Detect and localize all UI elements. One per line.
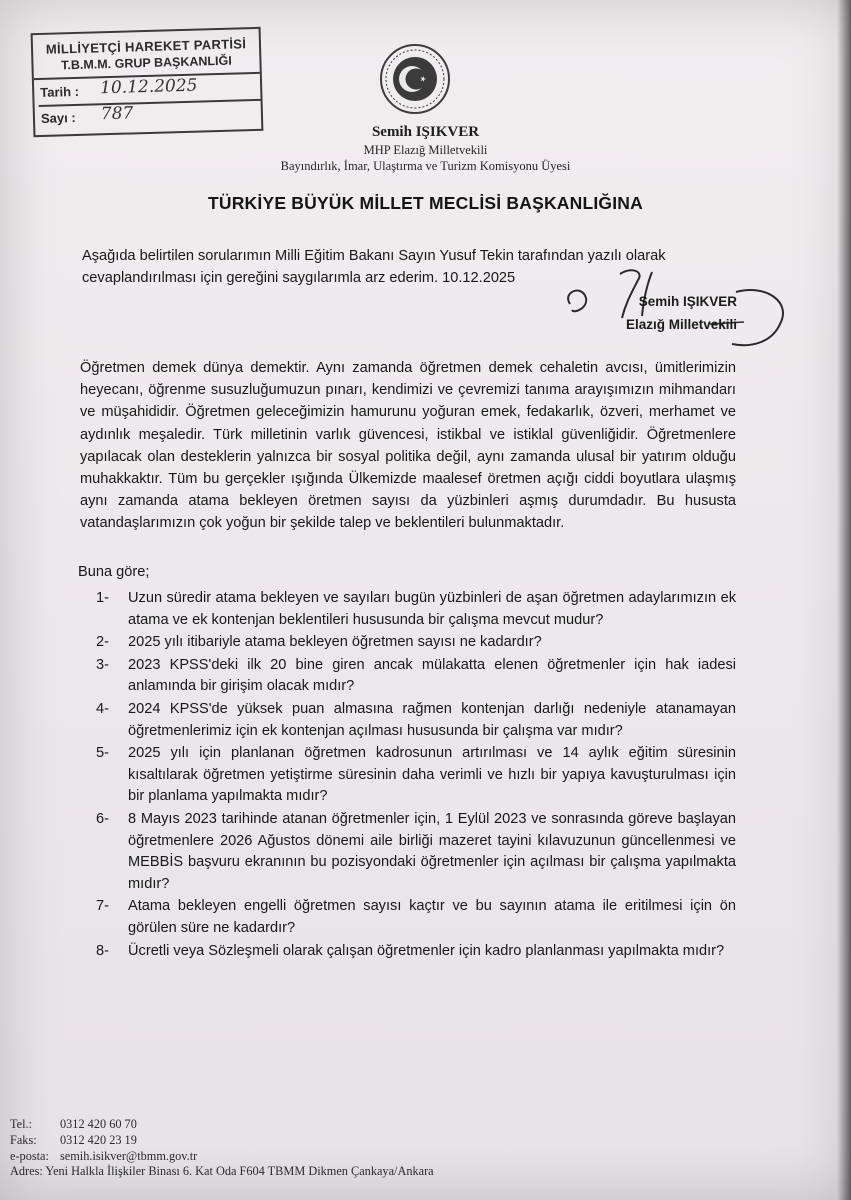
intro-paragraph: Aşağıda belirtilen sorularımın Milli Eğitim Bakanı Sayın Yusuf Tekin tarafından yazılı olarak cevaplandırılması için gereğini saygılarımla arz ederim. 10.12.2025 <box>82 248 666 286</box>
deputy-name: Semih IŞIKVER <box>371 124 480 140</box>
question-text: Atama bekleyen engelli öğretmen sayısı kaçtır ve bu sayının atama ile eritilmesi için ön görülen süre ne kadardır? <box>128 898 736 936</box>
received-stamp <box>31 27 264 137</box>
question-text: 2025 yılı için planlanan öğretmen kadrosunun artırılması ve 14 aylık eğitim süresinin kısaltılarak öğretmen yetiştirme süresinin daha verimli ve hızlı bir yapıya kavuşturulması için bir planlama yapılmakta mıdır? <box>128 745 736 805</box>
stamp-org-line1: MİLLİYETÇİ HAREKET PARTİSİ <box>45 36 247 57</box>
handwritten-signature-icon <box>560 262 800 362</box>
stamp-date-value: 10.12.2025 <box>99 75 198 99</box>
footer-address-label: Adres: <box>10 1164 43 1178</box>
justification-paragraph: Öğretmen demek dünya demektir. Aynı zamanda öğretmen demek cehaletin avcısı, ümitlerimizin heyecanı, öğrenme susuzluğumuzun pınarı, kendimizi ve çevremizi tanıma arayışımızın mihmandarı ve müşahididir. Öğretmen geleceğimizin hamurunu yoğuran emek, fedakarlık, özveri, merhamet ve aydınlık meşaledir. Türk milletinin varlık güvencesi, istikbal ve istiklal güvenliğidir. Öğretmenlere yapılacak olan desteklerin yalnızca bir sosyal politika değil, aynı zamanda ulusal bir yatırım olduğu muhakkaktır. Tüm bu gerçekler ışığında Ülkemizde maalesef öretmen açığı ciddi boyutlara ulaşmış aynı zamanda atama bekleyen öretmen sayısı da yüzbinleri aşmış durumdadır. Bu hususta vatandaşlarımızın çok yoğun bir şekilde talep ve beklentileri bulunmaktadır. <box>80 360 736 532</box>
questions-lead-in: Buna göre; <box>78 564 150 580</box>
deputy-commission-line: Bayındırlık, İmar, Ulaştırma ve Turizm Komisyonu Üyesi <box>280 159 571 173</box>
question-number: 8- <box>96 942 109 959</box>
footer-address <box>10 1163 434 1179</box>
question-item <box>96 699 736 742</box>
question-item <box>96 809 736 895</box>
signer-title: Elazığ Milletvekili <box>625 317 737 332</box>
question-text: Ücretli veya Sözleşmeli olarak çalışan öğretmenler için kadro planlanması yapılmakta mıdır? <box>128 942 725 959</box>
question-number: 6- <box>96 810 109 827</box>
footer-address-value: Yeni Halkla İlişkiler Binası 6. Kat Oda F604 TBMM Dikmen Çankaya/Ankara <box>45 1164 434 1178</box>
question-text: 2023 KPSS'deki ilk 20 bine giren ancak mülakatta elenen öğretmenler için hak iadesi anlamında bir girişim olacak mıdır? <box>128 656 736 695</box>
question-number: 5- <box>96 745 109 762</box>
question-item <box>96 896 736 939</box>
stamp-number-value: 787 <box>100 103 134 125</box>
question-text: Uzun süredir atama bekleyen ve sayıları bugün yüzbinleri de aşan öğretmen adaylarımızın ek atama ve ek kontenjan beklentileri hususunda bir çalışma mevcut mudur? <box>128 590 736 628</box>
stamp-org-line2: T.B.M.M. GRUP BAŞKANLIĞI <box>60 53 232 73</box>
question-item <box>96 743 736 808</box>
question-list <box>96 588 736 963</box>
footer-phone-label: Tel.: <box>10 1117 33 1131</box>
question-item <box>96 588 736 631</box>
question-item <box>96 632 736 654</box>
signer-name: Semih IŞIKVER <box>638 294 737 309</box>
footer-phone-value: 0312 420 60 70 <box>60 1117 137 1131</box>
question-number: 4- <box>96 700 109 717</box>
question-number: 7- <box>96 898 109 915</box>
question-text: 2025 yılı itibariyle atama bekleyen öğretmen sayısı ne kadardır? <box>128 634 542 651</box>
footer-email <box>10 1148 197 1164</box>
footer-fax <box>10 1132 137 1148</box>
footer-email-label: e-posta: <box>10 1149 49 1163</box>
deputy-party-line: MHP Elazığ Milletvekili <box>363 143 488 157</box>
page-edge-shadow <box>837 0 851 1200</box>
footer-fax-value: 0312 420 23 19 <box>60 1133 137 1147</box>
question-number: 3- <box>96 656 109 673</box>
stamp-number-label: Sayı : <box>40 110 76 126</box>
footer-phone <box>10 1116 137 1132</box>
document-title: TÜRKİYE BÜYÜK MİLLET MECLİSİ BAŞKANLIĞINA <box>207 193 643 213</box>
question-text: 2024 KPSS'de yüksek puan almasına rağmen kontenjan darlığı nedeniyle atanamayan öğretmenlerimiz için ek kontenjan açılması hususunda bir çalışma var mıdır? <box>128 700 736 739</box>
question-item <box>96 655 736 698</box>
stamp-date-label: Tarih : <box>40 83 80 100</box>
footer-email-value[interactable]: semih.isikver@tbmm.gov.tr <box>60 1149 198 1163</box>
question-text: 8 Mayıs 2023 tarihinde atanan öğretmenler için, 1 Eylül 2023 ve sonrasında göreve başlayan öğretmenlere 2026 Ağustos dönemi aile birliği mazeret tayini kılavuzunun güncellenmesi ve MEBBİS başvuru ekranının bu pozisyondaki öğretmenler için açılması bir çalışma yapılmakta mıdır? <box>128 810 736 892</box>
stamp-divider <box>39 99 261 107</box>
question-number: 2- <box>96 634 109 651</box>
tbmm-emblem-icon <box>379 43 451 115</box>
question-item <box>96 941 736 963</box>
footer-fax-label: Faks: <box>10 1133 37 1147</box>
question-number: 1- <box>96 590 109 606</box>
